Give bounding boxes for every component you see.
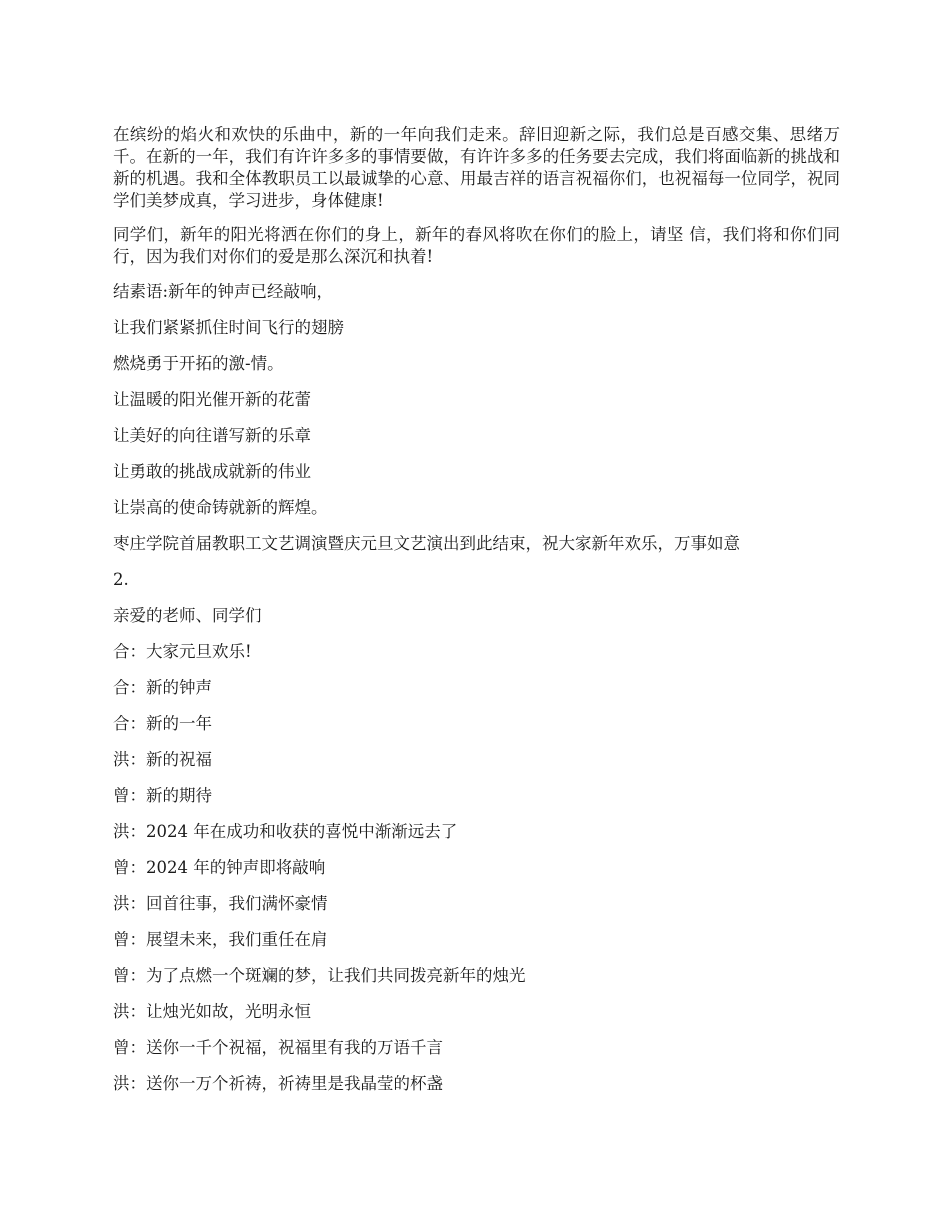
dialogue-line: 曾：2024 年的钟声即将敲响 bbox=[113, 858, 326, 877]
dialogue-line: 曾：新的期待 bbox=[113, 786, 212, 805]
text-line: 让我们紧紧抓住时间飞行的翅膀 bbox=[113, 318, 344, 337]
dialogue-line: 曾：送你一千个祝福，祝福里有我的万语千言 bbox=[113, 1038, 443, 1057]
greeting-line: 亲爱的老师、同学们 bbox=[113, 606, 262, 625]
text-line: 让崇高的使命铸就新的辉煌。 bbox=[113, 498, 328, 517]
text-line: 让勇敢的挑战成就新的伟业 bbox=[113, 462, 311, 481]
section-number: 2. bbox=[113, 570, 129, 589]
dialogue-line: 曾：为了点燃一个斑斓的梦，让我们共同拨亮新年的烛光 bbox=[113, 966, 526, 985]
dialogue-line: 合：大家元旦欢乐! bbox=[113, 642, 252, 661]
dialogue-line: 曾：展望未来，我们重任在肩 bbox=[113, 930, 328, 949]
text-line: 结素语:新年的钟声已经敲响， bbox=[113, 282, 334, 301]
body-paragraph: 在缤纷的焰火和欢快的乐曲中，新的一年向我们走来。辞旧迎新之际，我们总是百感交集、思绪万千。在新的一年，我们有许许多多的事情要做，有许许多多的任务要去完成，我们将面临新的挑战和新的机遇。我和全体教职员工以最诚挚的心意、用最吉祥的语言祝福你们，也祝福每一位同学，祝同学们美梦成真，学习进步，身体健康! bbox=[113, 125, 840, 210]
text-line: 让美好的向往谱写新的乐章 bbox=[113, 426, 311, 445]
dialogue-line: 合：新的一年 bbox=[113, 714, 212, 733]
text-lines bbox=[113, 280, 840, 1108]
dialogue-line: 洪：让烛光如故，光明永恒 bbox=[113, 1002, 311, 1021]
text-line: 燃烧勇于开拓的激-情。 bbox=[113, 354, 284, 373]
dialogue-line: 洪：送你一万个祈祷，祈祷里是我晶莹的杯盏 bbox=[113, 1074, 443, 1093]
dialogue-line: 洪：新的祝福 bbox=[113, 750, 212, 769]
text-line: 枣庄学院首届教职工文艺调演暨庆元旦文艺演出到此结束，祝大家新年欢乐，万事如意 bbox=[113, 534, 740, 553]
text-line: 让温暖的阳光催开新的花蕾 bbox=[113, 390, 311, 409]
dialogue-line: 洪：回首往事，我们满怀豪情 bbox=[113, 894, 328, 913]
dialogue-line: 合：新的钟声 bbox=[113, 678, 212, 697]
body-paragraph: 同学们，新年的阳光将洒在你们的身上，新年的春风将吹在你们的脸上，请坚 信，我们将和你们同行，因为我们对你们的爱是那么深沉和执着! bbox=[113, 225, 840, 266]
dialogue-line: 洪：2024 年在成功和收获的喜悦中渐渐远去了 bbox=[113, 822, 458, 841]
